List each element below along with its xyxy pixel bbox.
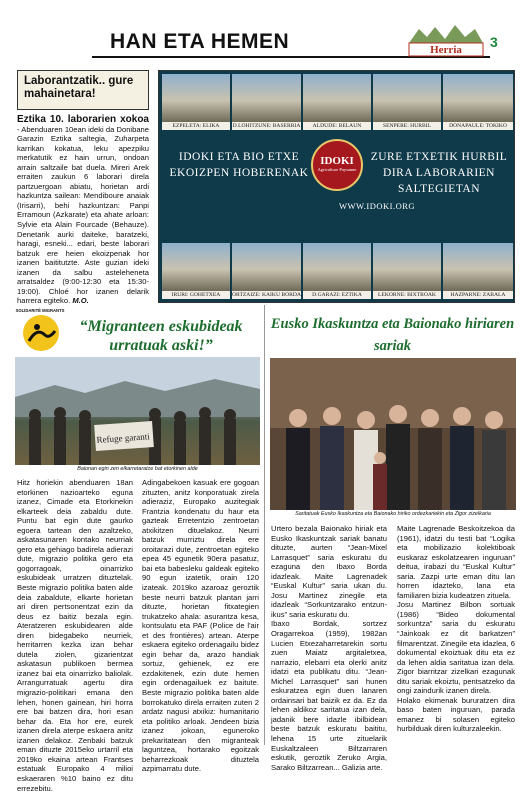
idoki-seal [311,139,363,191]
ad-caption: SENPERE: HURBIL [373,122,441,130]
ad-photo-kaiku-borda [232,243,301,291]
eusko-column-2: Maite Lagrenade Beskoitzekoa da (1961), idatzi du testi bat “Logika eta mobilizazio kolektiboak euskaraz eskolatzearen inguruan” deitua, irabazi du “Euskal Kultur” saria. Zazpi urte eman ditu lan horren idazteko, lana eta familiaren bizia kudeatzen zituela. Josu Martinez Bilbon sortuak (1986) “Bideo dokumental sorkuntza” saria du eskuratu “Jainkoak ez dit barkatzen” filmarentzat. Zinegile eta idazlea, 6 dokumental ekoiztuak ditu eta ez da lehen aldia saritatua izan dela. Zigor biarritzar zizelkari ezagunak ditu sariak ekoiztu, pentsatzeko da ongi zaindurik izanen direla. Holako ekimenak bururatzen dira baso baten inguruan, parada emanez bi solasen egiteko hurbilduak diren kulturzaleekin. [397,524,515,734]
laborantza-article [17,115,149,306]
ad-photo-eztika [303,243,371,291]
ad-caption: DONAPAULE: TOKIKO [443,122,513,130]
ad-left-text: IDOKI ETA BIO ETXE EKOIZPEN HOBERENAK [169,151,309,179]
ad-caption: LEKORNE: BIXTROAK [373,291,441,299]
ad-right-text: ZURE ETXETIK HURBIL DIRA LABORARIEN SALTEGIETAN [370,151,508,195]
ad-photo-tokiko [443,74,513,122]
ad-photo-zabala [443,243,513,291]
ad-caption: IRURI: GOHETXEA [162,291,230,299]
eusko-caption: Saritatuak Eusko Ikaskuntza eta Baionako hiriko ordezkariekin eta Zigor zizelkaria [295,511,491,517]
ad-website: WWW.IDOKI.ORG [339,201,416,211]
ad-photo-bixtroak [373,243,441,291]
column-divider [264,305,265,745]
logo-text: Herria [430,44,462,56]
ad-photo-baserria [232,74,301,122]
ad-photo-hurbil [373,74,441,122]
section-title: HAN ETA HEMEN [110,30,290,53]
ad-caption: HAZPARNE: ZABALA [443,291,513,299]
herria-logo [405,21,485,59]
migranteen-photo [15,357,260,465]
ad-caption: D.GARAZI: EZTIKA [303,291,371,299]
ad-caption: EZPELETA: ELIKA [162,122,230,130]
seal-subtitle: Agriculture Paysanne [317,167,357,172]
laborantza-signature: M.O. [72,296,89,306]
ad-photo-gohetxea [162,243,230,291]
eusko-headline: Eusko Ikaskuntza eta Baionako hiriaren sariak [270,316,515,354]
ad-caption: D.LOHITZUNE: BASERRIA [232,123,301,129]
photo-sign-text: Refuge garanti [96,431,151,445]
ad-photo-elika [162,74,230,122]
eusko-group-photo [270,358,516,510]
laborantza-lead: Eztika 10. laborarien xokoa [17,114,149,125]
ad-photo-belaun [303,74,371,122]
page-number: 3 [490,34,498,50]
migranteen-headline: “Migranteen eskubideak urratuak aski!” [79,318,243,354]
migranteen-caption: Baionan egin zen elkarretaratze bat etorkinen alde [77,466,198,472]
ad-caption: ORTZAIZE: KAIKU BORDA [232,292,301,298]
seal-text: IDOKI [320,155,354,167]
idoki-advertisement [158,70,515,303]
eusko-column-1: Urtero bezala Baionako hiriak eta Eusko Ikaskuntzak sariak banatu dituzte, aurten “Jean-Mixel Larrasquet” saria eskuratu du ezaguna den Ibaxo Borda idazleak. Maite Lagrenadek “Euskal Kultur” saria ukan du. Josu Martinez zinegile eta idazleak “Sorkuntzarako entzun-ikus” saria eskuratu du. Ibaxo Bordak, sortzez Oragarrekoa (1959), 1982an Lucien Etxezaharretarekin sortu zuen Maiatz argitaletxea, narrazio, elebarri eta olerki anitz idatzi eta publikatu ditu. “Jean-Michel Larrasquet” sari hunen eskuratzea egin duen lanaren ordainsari bat baizik ez da. Ez da lehen aldikoz saritatua izan dela, jadanik bere idazle ibilbidean beste batzuk eskuratu baititu, lehena 15 urte zituelarik Euskaltzaleen Biltzarraren eskutik, geroztik Zeruko Argia, Sarako Biltzarrean... Galizia arte. [271,524,387,772]
migranteen-column-1: Hitz horiekin abenduaren 18an etorkinen nazioarteko eguna izanez, Cimade eta Etorkinekin elkarteek deia zabaldu dute. Puntu bat egin dute gaurko egoera tartean den azaltzeko, askatasunaren kontako neurriak gero eta gehiago badirela adierazi dute, migrazio politika gero eta gogorragoak, oinarrizko eskubideak urratzen dituztelak. Beste migrazio politika baten alde deia zabaldute, elkarte horietan ari diren pertsonentzat ezin da deus ez baitiz bezala egin. Ateratzeren eskubidearen alde diren bidegabeko neurriek, herritarren kezka izan behar dutela ziolen, gizarientzat askatasun publikoen bermea izanez bai eta oinarrizko baliolak. Arrangurratuak agertu dira migrazio-politikari emana den lehen, honen gainean, hiri horra ere bai batzen dira, hori esan behar da. Eta hor ere, eurek izanen direla aterpe eskaera anitz izanen delakoz. Zenbaki batzuk eman dituzte 2015eko urtarril eta 2019ko ekaina artean Frantses estatuak Europako 4 milioi eskaeraren %10 baino ez ditu errezebitu. [17,478,133,793]
laborantza-body-text: - Abenduaren 10ean ideki da Donibane Garazin Eztika saltegia, Zuharpeta karrikan kokatua, leku apezpiku merkatutik ez hain urrun, ondoan arrain saltzaile bat duela. Mireri Arek erraiten zaukun 6 laborari direla partzuergoan abiatu, horietan ardi hazkuntza sailean: Mendiboure anaiak (Irisarri), behi hazkuntzan: Panpi Erramoun (Azkarate) eta ahate arloan: Sylvie eta Alain Fourcade (Behauze). Denetarik aurki daiteke, baratzeki, haragi, esneki... edari, beste laborari batzuk ere heien ekoizpenak hor izanen baititutzte. Aste guzian ideki izanen da salbu asteleheneta arratsaldez (9:00-12:30 eta 15:30-19:00). Chloé hor izanen delarik harrera egiteko. [17,124,149,306]
logo-caption: SOLIDARITÉ MIGRANTS [15,308,65,313]
migranteen-column-2: Adingabekoen kasuak ere gogoan zituzten, anitz konporatuak zirela adieraziz, Europako auzitegiak Frantzia kondenatu du haur eta gazteak Erretentzio zentroetan atxikitzen dituelakoz. Neurri batzuk murriztu direla ere oroitarazi dute, zentroetan egiteko epea 45 egunetik 90era pasatuz, bai eta babesleku galdeak egiteko 90 egun izatetik, orain 120 izateak. 2019ko azaroaz geroztik beste neurri batzuk plantan jarri dituzte, horietan fitxategien trukatzeko ahala: asurantza kesa, kontsulatu eta PAF (Police de l'air et des frontières) artean. Aterpe eskaera egiteko ordenagailu bidez egin behar da, arazo handiak sortuz, gehienek, ez ere ezdakitenek, ezin dute hemen egin ordenagailuek ez baitute. Beste migrazio politika baten alde borrokatuko direla erraiten zuten 2 ardatz nagusi atxikiz: humanitario eta politiko arloak. Jendeen bizia izanez jokoan, eguneroko prekaritatean den migranteak laguntzea, hortarako egoitzak beharrezkoak dituztela azpimarratu dute. [142,478,259,774]
ad-caption: ALDUDE: BELAUN [303,122,371,130]
solidarite-migrants-logo [15,305,65,353]
laborantza-title-box: Laborantzatik.. gure mahainetara! [17,70,149,110]
